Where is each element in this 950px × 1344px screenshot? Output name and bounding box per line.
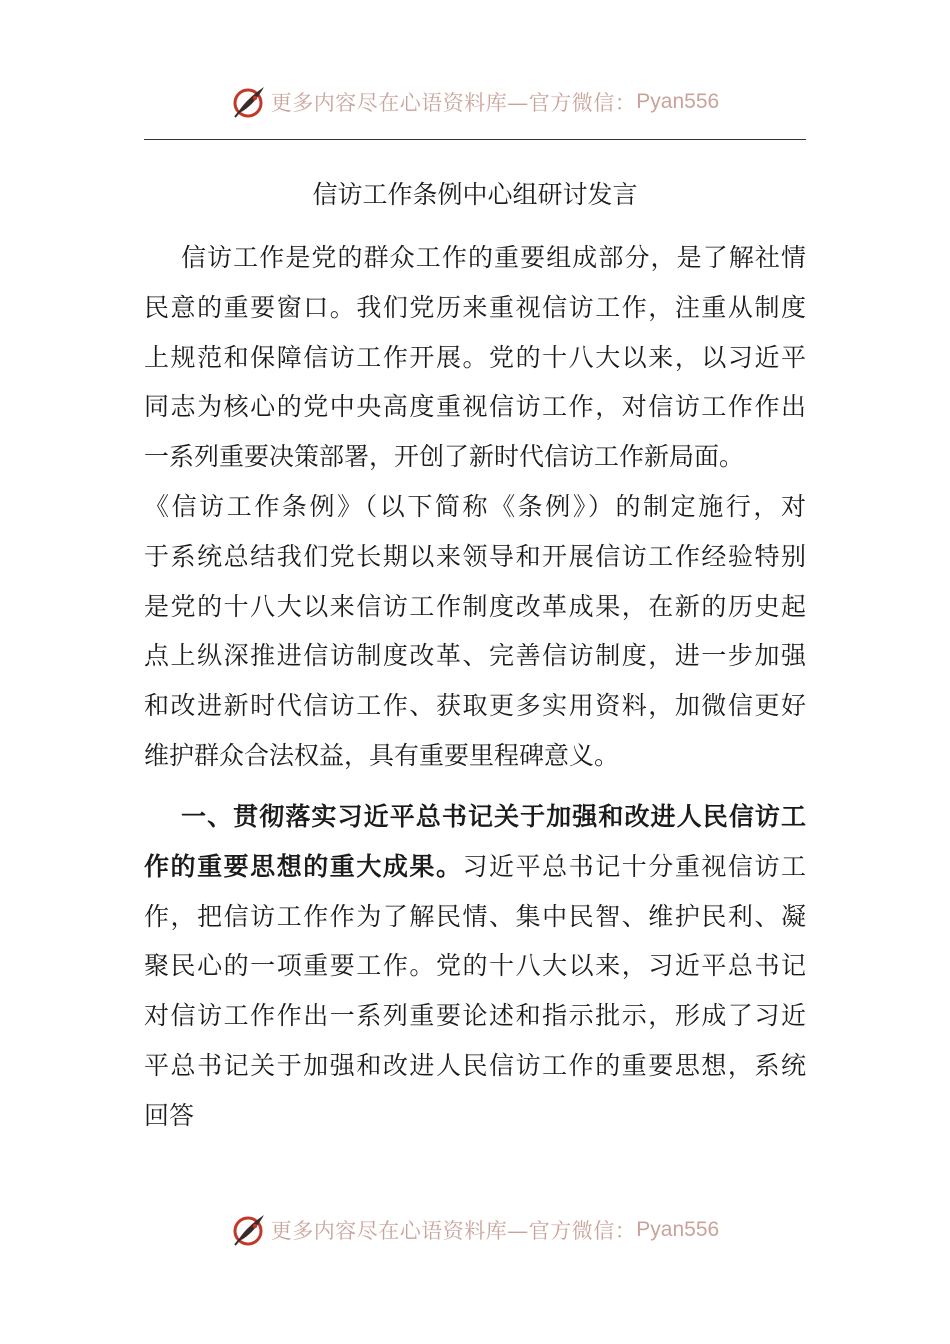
header-watermark-banner	[0, 80, 950, 124]
quill-logo-icon	[231, 84, 267, 120]
paragraph-intro	[144, 233, 806, 781]
paragraph-line: 同志为核心的党中央高度重视信访工作，对信访工作作出	[144, 392, 806, 422]
section-text: 习近平总书记十分重视信访工	[462, 851, 806, 881]
section-line: 聚民心的一项重要工作。党的十八大以来，习近平总书记	[144, 951, 806, 981]
section-line: 回答	[144, 1100, 195, 1130]
paragraph-line: 和改进新时代信访工作、获取更多实用资料，加微信更好	[144, 691, 806, 721]
paragraph-line: 是党的十八大以来信访工作制度改革成果，在新的历史起	[144, 591, 806, 621]
paragraph-line: 《信访工作条例》（以下简称《条例》）的制定施行，对	[144, 491, 806, 521]
banner-text: 更多内容尽在心语资料库—官方微信：	[270, 91, 637, 115]
footer-watermark-banner	[0, 1208, 950, 1252]
paragraph-line: 一系列重要决策部署，开创了新时代信访工作新局面。	[144, 442, 745, 472]
section-heading-line	[144, 842, 806, 892]
section-heading: 一、贯彻落实习近平总书记关于加强和改进人民信访工	[181, 802, 806, 831]
paragraph-line: 民意的重要窗口。我们党历来重视信访工作，注重从制度	[144, 292, 806, 322]
banner-wechat-id: Pyan556	[636, 1218, 720, 1241]
banner-wechat-id: Pyan556	[636, 90, 720, 113]
section-line: 对信访工作作出一系列重要论述和指示批示，形成了习近	[144, 1001, 806, 1031]
paragraph-line: 维护群众合法权益，具有重要里程碑意义。	[144, 740, 620, 770]
quill-logo-icon	[231, 1212, 267, 1248]
banner-text: 更多内容尽在心语资料库—官方微信：	[270, 1219, 637, 1243]
paragraph-line: 点上纵深推进信访制度改革、完善信访制度，进一步加强	[144, 641, 806, 671]
section-one	[144, 792, 806, 1141]
paragraph-line: 信访工作是党的群众工作的重要组成部分，是了解社情	[181, 243, 806, 272]
document-title: 信访工作条例中心组研讨发言	[312, 180, 638, 209]
paragraph-line: 上规范和保障信访工作开展。党的十八大以来，以习近平	[144, 342, 806, 372]
paragraph-line: 于系统总结我们党长期以来领导和开展信访工作经验特别	[144, 541, 806, 571]
section-heading-end: 作的重要思想的重大成果。	[144, 851, 463, 881]
section-line: 作，把信访工作作为了解民情、集中民智、维护民利、凝	[144, 901, 806, 931]
header-divider	[144, 139, 806, 140]
section-line: 平总书记关于加强和改进人民信访工作的重要思想，系统	[144, 1050, 806, 1080]
